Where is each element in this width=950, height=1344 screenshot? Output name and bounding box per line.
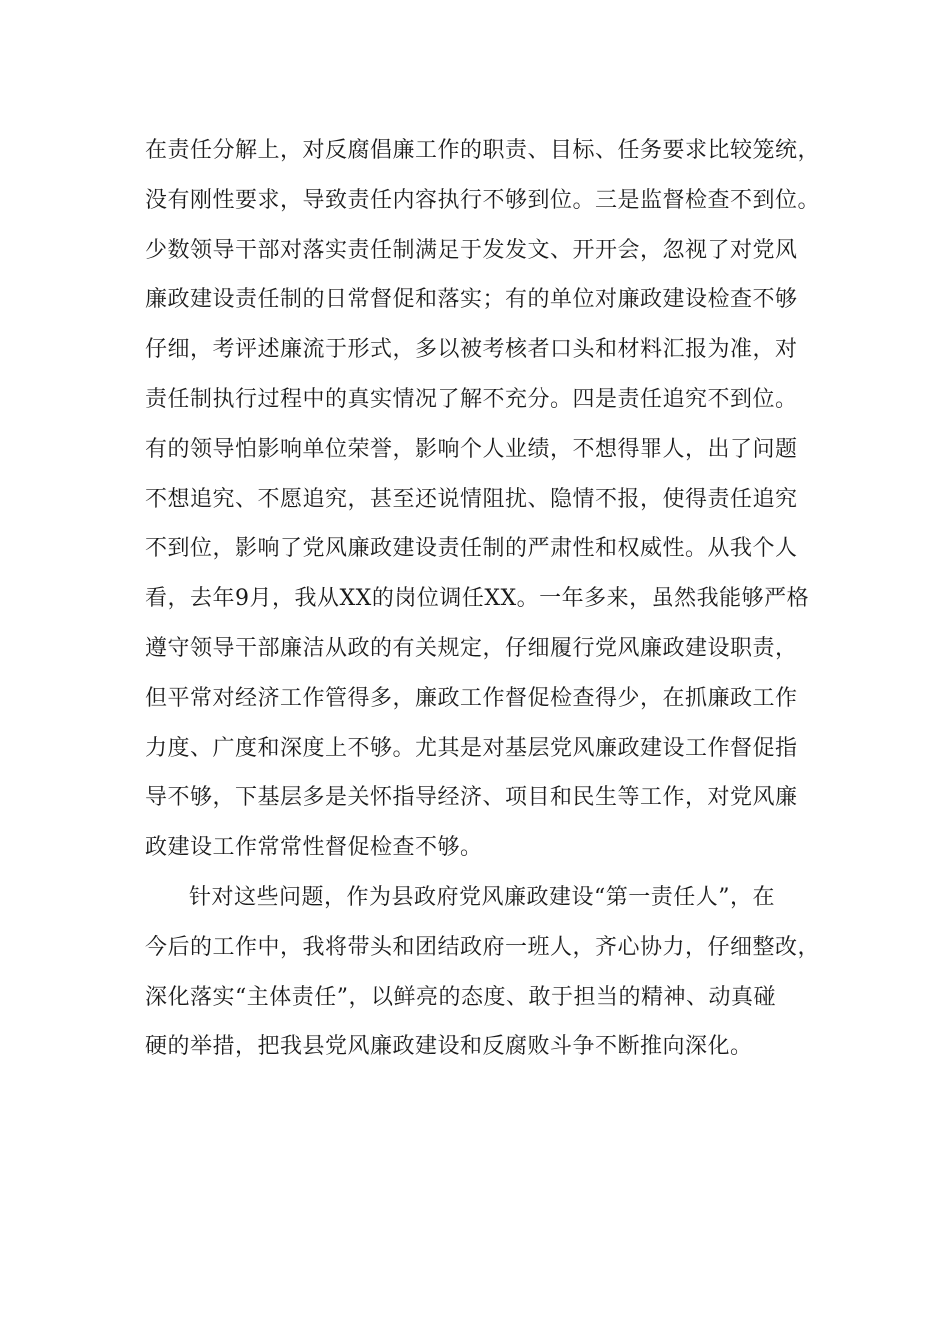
paragraph-line: 力度、广度和深度上不够。尤其是对基层党风廉政建设工作督促指	[145, 735, 798, 761]
paragraph-line: 看，去年9月，我从XX的岗位调任XX。一年多来，虽然我能够严格	[145, 586, 810, 612]
paragraph-line: 廉政建设责任制的日常督促和落实；有的单位对廉政建设检查不够	[145, 287, 798, 313]
paragraph-line: 政建设工作常常性督促检查不够。	[145, 835, 483, 861]
paragraph-line: 但平常对经济工作管得多，廉政工作督促检查得少，在抓廉政工作	[145, 685, 798, 711]
paragraph-line: 不想追究、不愿追究，甚至还说情阻扰、隐情不报，使得责任追究	[145, 486, 798, 512]
paragraph-1	[145, 126, 825, 873]
paragraph-line: 不到位，影响了党风廉政建设责任制的严肃性和权威性。从我个人	[145, 536, 798, 562]
paragraph-line: 深化落实“主体责任”，以鲜亮的态度、敢于担当的精神、动真碰	[145, 984, 776, 1010]
paragraph-line: 没有刚性要求，导致责任内容执行不够到位。三是监督检查不到位。	[145, 187, 821, 213]
document-body	[145, 126, 825, 1072]
paragraph-line: 少数领导干部对落实责任制满足于发发文、开开会，忽视了对党风	[145, 237, 798, 263]
paragraph-line: 硬的举措，把我县党风廉政建设和反腐败斗争不断推向深化。	[145, 1034, 753, 1060]
paragraph-line: 针对这些问题，作为县政府党风廉政建设“第一责任人”，在	[189, 884, 775, 910]
paragraph-line: 在责任分解上，对反腐倡廉工作的职责、目标、任务要求比较笼统，	[145, 138, 821, 163]
paragraph-2	[145, 873, 825, 1072]
paragraph-line: 导不够，下基层多是关怀指导经济、项目和民生等工作，对党风廉	[145, 785, 798, 811]
paragraph-line: 有的领导怕影响单位荣誉，影响个人业绩，不想得罪人，出了问题	[145, 436, 798, 462]
paragraph-line: 今后的工作中，我将带头和团结政府一班人，齐心协力，仔细整改，	[145, 934, 821, 960]
paragraph-line: 遵守领导干部廉洁从政的有关规定，仔细履行党风廉政建设职责，	[145, 635, 798, 661]
paragraph-line: 责任制执行过程中的真实情况了解不充分。四是责任追究不到位。	[145, 386, 798, 412]
paragraph-line: 仔细，考评述廉流于形式，多以被考核者口头和材料汇报为准，对	[145, 337, 798, 363]
